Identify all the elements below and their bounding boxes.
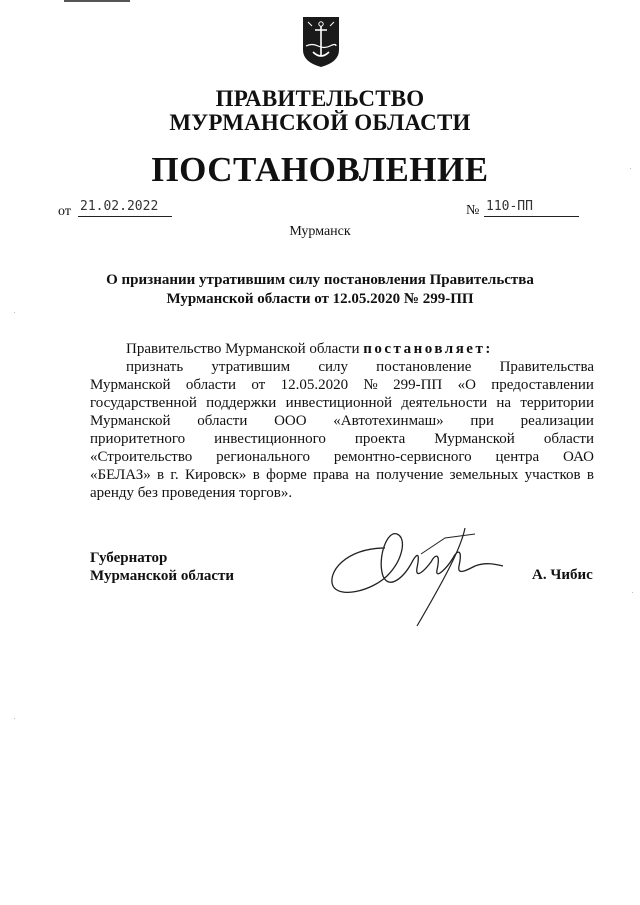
city-name: Мурманск <box>289 224 351 239</box>
org-name-line2: МУРМАНСКОЙ ОБЛАСТИ <box>169 110 471 135</box>
body-word: инвестиционного <box>214 431 326 447</box>
body-word: получение <box>376 467 444 483</box>
body-word: проекта <box>354 431 406 447</box>
body-word: области <box>543 431 594 447</box>
body-line <box>90 394 594 412</box>
document-type-title: ПОСТАНОВЛЕНИЕ <box>151 150 489 189</box>
body-word: деятельности <box>401 395 488 411</box>
body-word: Мурманской <box>90 413 171 429</box>
body-word: ремонтно-сервисного <box>333 449 472 465</box>
body-word: от <box>251 377 266 393</box>
scan-dot <box>630 168 631 169</box>
signatory-title-line: Мурманской области <box>90 568 235 584</box>
body-word: 12.05.2020 <box>280 377 349 393</box>
body-word: реализации <box>520 413 594 429</box>
body-line <box>90 448 594 466</box>
body-word: в <box>252 467 260 483</box>
body-word: в <box>586 467 594 483</box>
handwritten-signature-icon <box>325 518 515 630</box>
body-word: государственной <box>90 395 197 411</box>
signatory-title <box>90 549 234 585</box>
body-word: на <box>355 467 370 483</box>
body-word: области <box>197 413 248 429</box>
body-word: на <box>496 395 512 411</box>
body-line <box>90 358 594 376</box>
top-edge-line <box>64 0 130 2</box>
body-word: утратившим <box>211 359 291 375</box>
body-word: центра <box>495 449 540 465</box>
signatory-title-line: Губернатор <box>90 550 168 566</box>
body-word: «О <box>457 377 476 393</box>
body-line <box>90 376 594 394</box>
body-word: г. <box>170 467 179 483</box>
body-line <box>90 430 594 448</box>
body-word: области <box>185 377 237 393</box>
body-word: приоритетного <box>90 431 186 447</box>
body-word: земельных <box>449 467 519 483</box>
body-line <box>90 466 594 484</box>
subject-line: О признании утратившим силу постановления Правительства <box>106 272 534 288</box>
body-word: участков <box>524 467 581 483</box>
body-word: 299-ПП <box>393 377 443 393</box>
document-date: 21.02.2022 <box>78 199 172 217</box>
body-word: Кировск» <box>184 467 247 483</box>
body-word: постановление <box>376 359 472 375</box>
body-word: форме <box>266 467 307 483</box>
body-word: признать <box>126 359 184 375</box>
body-word: № <box>363 377 378 393</box>
scan-dot <box>14 312 15 313</box>
body-word: ОАО <box>562 449 594 465</box>
body-word: ООО <box>274 413 307 429</box>
body-word: поддержки <box>206 395 277 411</box>
body-word: в <box>157 467 165 483</box>
body-word: при <box>470 413 494 429</box>
preamble <box>126 341 493 358</box>
org-name-line1: ПРАВИТЕЛЬСТВО <box>215 86 425 111</box>
preamble-keyword: постановляет: <box>363 341 493 357</box>
signer-name: А. Чибис <box>532 567 593 583</box>
number-label: № <box>466 203 480 218</box>
coat-of-arms-icon <box>302 16 340 68</box>
body-word: Правительства <box>499 359 594 375</box>
date-label: от <box>58 204 71 219</box>
body-word: «Автотехинмаш» <box>333 413 444 429</box>
scan-dot <box>632 592 633 593</box>
document-number: 110-ПП <box>484 199 579 217</box>
body-line <box>90 412 594 430</box>
body-word: Мурманской <box>434 431 515 447</box>
subject-line: Мурманской области от 12.05.2020 № 299-ПП <box>166 291 474 307</box>
body-word: предоставлении <box>491 377 594 393</box>
scan-dot <box>14 718 15 719</box>
body-word: «Строительство <box>90 449 193 465</box>
body-line <box>90 484 594 502</box>
body-word: регионального <box>216 449 310 465</box>
body-word: права <box>313 467 349 483</box>
body-word: «БЕЛАЗ» <box>90 467 151 483</box>
body-word: аренду без проведения торгов». <box>90 485 293 501</box>
body-word: силу <box>318 359 348 375</box>
decision-body <box>90 358 594 502</box>
preamble-text: Правительство Мурманской области <box>126 341 360 357</box>
document-subject <box>80 271 560 309</box>
body-word: территории <box>520 395 594 411</box>
body-word: Мурманской <box>90 377 171 393</box>
body-word: инвестиционной <box>285 395 393 411</box>
